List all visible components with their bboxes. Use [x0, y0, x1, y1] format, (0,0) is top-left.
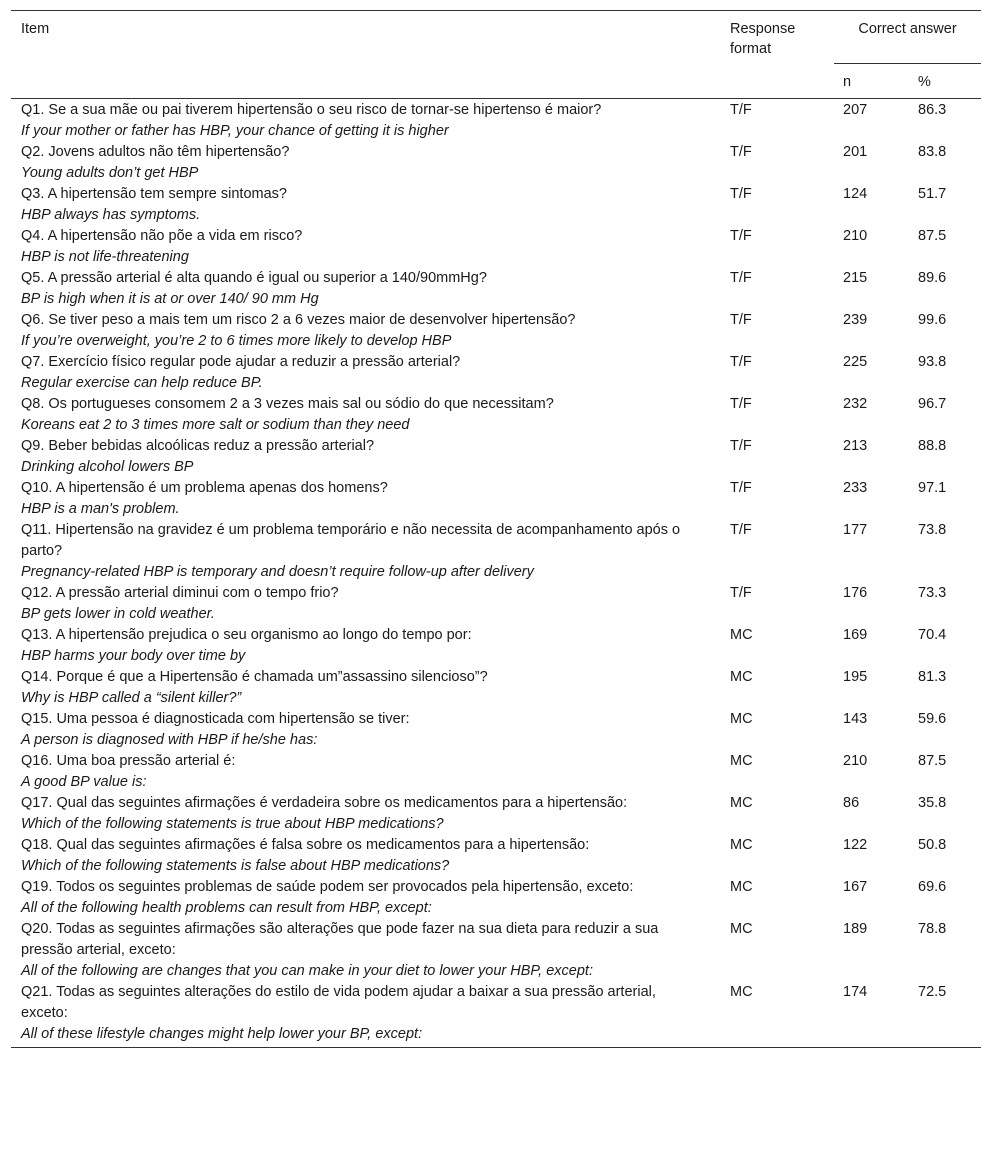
question-cell [11, 919, 721, 982]
correct-percent-cell: 89.6 [918, 270, 947, 286]
table-row [11, 99, 981, 143]
table-row [11, 226, 981, 268]
table-row [11, 919, 981, 982]
question-cell [11, 709, 721, 751]
question-english: Which of the following statements is true about HBP medications? [21, 816, 444, 832]
correct-n-cell: 207 [843, 102, 868, 118]
question-cell [11, 352, 721, 394]
table-row [11, 751, 981, 793]
header-percent: % [907, 64, 981, 99]
table-row [11, 352, 981, 394]
correct-percent-cell: 50.8 [918, 837, 947, 853]
response-format-cell: T/F [730, 480, 752, 496]
table-row [11, 793, 981, 835]
header-row [11, 11, 981, 64]
header-n: n [834, 64, 907, 99]
correct-n-cell: 210 [843, 753, 868, 769]
question-cell [11, 436, 721, 478]
question-portuguese: Q3. A hipertensão tem sempre sintomas? [21, 186, 287, 202]
question-english: Why is HBP called a “silent killer?” [21, 690, 242, 706]
question-cell [11, 751, 721, 793]
questionnaire-table [11, 10, 981, 1048]
question-english: HBP harms your body over time by [21, 648, 246, 664]
correct-n-cell: 213 [843, 438, 868, 454]
question-portuguese: Q5. A pressão arterial é alta quando é igual ou superior a 140/90mmHg? [21, 270, 487, 286]
response-format-cell: T/F [730, 585, 752, 601]
question-portuguese: Q4. A hipertensão não põe a vida em risco? [21, 228, 303, 244]
correct-n-cell: 86 [843, 795, 860, 811]
question-cell [11, 394, 721, 436]
response-format-cell: MC [730, 795, 753, 811]
question-cell [11, 520, 721, 583]
question-portuguese: Q16. Uma boa pressão arterial é: [21, 753, 236, 769]
correct-percent-cell: 72.5 [907, 982, 981, 1048]
response-format-cell: T/F [730, 522, 752, 538]
response-format-cell: T/F [730, 438, 752, 454]
correct-n-cell: 210 [843, 228, 868, 244]
correct-percent-cell: 35.8 [918, 795, 947, 811]
question-cell [11, 583, 721, 625]
correct-percent-cell: 87.5 [918, 228, 947, 244]
table-row [11, 184, 981, 226]
correct-n-cell: 177 [843, 522, 868, 538]
response-format-cell: T/F [730, 186, 752, 202]
question-portuguese: Q10. A hipertensão é um problema apenas dos homens? [21, 480, 388, 496]
table-row [11, 709, 981, 751]
question-cell [11, 667, 721, 709]
question-portuguese: Q15. Uma pessoa é diagnosticada com hipertensão se tiver: [21, 711, 410, 727]
table-row [11, 310, 981, 352]
correct-n-cell: 176 [843, 585, 868, 601]
question-cell [11, 478, 721, 520]
question-english: If your mother or father has HBP, your chance of getting it is higher [21, 123, 449, 139]
response-format-cell: MC [730, 879, 753, 895]
table-row [11, 478, 981, 520]
response-format-cell: T/F [730, 270, 752, 286]
header-item: Item [11, 11, 721, 99]
question-portuguese: Q1. Se a sua mãe ou pai tiverem hipertensão o seu risco de tornar-se hipertenso é maior? [21, 102, 602, 118]
correct-percent-cell: 86.3 [918, 102, 947, 118]
response-format-cell: MC [730, 921, 753, 937]
response-format-cell: MC [730, 627, 753, 643]
question-english: All of the following are changes that you can make in your diet to lower your HBP, except: [21, 963, 593, 979]
response-format-cell: MC [730, 669, 753, 685]
correct-percent-cell: 69.6 [918, 879, 947, 895]
question-cell [11, 184, 721, 226]
question-portuguese: Q21. Todas as seguintes alterações do estilo de vida podem ajudar a baixar a sua pressão arterial, exceto: [21, 984, 656, 1021]
correct-percent-cell: 59.6 [918, 711, 947, 727]
question-portuguese: Q13. A hipertensão prejudica o seu organismo ao longo do tempo por: [21, 627, 472, 643]
correct-n-cell: 143 [843, 711, 868, 727]
correct-percent-cell: 73.8 [918, 522, 947, 538]
question-portuguese: Q17. Qual das seguintes afirmações é verdadeira sobre os medicamentos para a hipertensão: [21, 795, 628, 811]
question-portuguese: Q8. Os portugueses consomem 2 a 3 vezes mais sal ou sódio do que necessitam? [21, 396, 554, 412]
response-format-cell: T/F [730, 312, 752, 328]
table-row [11, 982, 981, 1048]
response-format-cell: T/F [730, 144, 752, 160]
question-english: Young adults don’t get HBP [21, 165, 199, 181]
table-row [11, 268, 981, 310]
correct-percent-cell: 51.7 [918, 186, 947, 202]
question-cell [11, 310, 721, 352]
table-row [11, 436, 981, 478]
response-format-cell: MC [730, 711, 753, 727]
question-portuguese: Q14. Porque é que a Hipertensão é chamada um”assassino silencioso”? [21, 669, 488, 685]
question-english: All of the following health problems can result from HBP, except: [21, 900, 432, 916]
response-format-cell: MC [730, 837, 753, 853]
correct-n-cell: 174 [834, 982, 907, 1048]
response-format-cell: MC [721, 982, 834, 1048]
correct-n-cell: 195 [843, 669, 868, 685]
question-cell [11, 142, 721, 184]
question-english: If you’re overweight, you’re 2 to 6 times more likely to develop HBP [21, 333, 452, 349]
question-portuguese: Q9. Beber bebidas alcoólicas reduz a pressão arterial? [21, 438, 375, 454]
question-english: Regular exercise can help reduce BP. [21, 375, 263, 391]
question-english: BP gets lower in cold weather. [21, 606, 215, 622]
table-row [11, 625, 981, 667]
question-portuguese: Q2. Jovens adultos não têm hipertensão? [21, 144, 290, 160]
question-cell [11, 793, 721, 835]
question-cell [11, 99, 721, 143]
correct-n-cell: 122 [843, 837, 868, 853]
question-english: Koreans eat 2 to 3 times more salt or sodium than they need [21, 417, 410, 433]
question-english: HBP is not life-threatening [21, 249, 189, 265]
correct-percent-cell: 93.8 [918, 354, 947, 370]
response-format-cell: MC [730, 753, 753, 769]
correct-percent-cell: 81.3 [918, 669, 947, 685]
question-english: Which of the following statements is false about HBP medications? [21, 858, 450, 874]
table-row [11, 142, 981, 184]
header-response-format: Response format [721, 11, 834, 99]
correct-percent-cell: 96.7 [918, 396, 947, 412]
correct-n-cell: 232 [843, 396, 868, 412]
question-cell [11, 226, 721, 268]
question-english: HBP always has symptoms. [21, 207, 201, 223]
question-english: A good BP value is: [21, 774, 147, 790]
question-english: A person is diagnosed with HBP if he/she has: [21, 732, 318, 748]
correct-percent-cell: 73.3 [918, 585, 947, 601]
correct-n-cell: 225 [843, 354, 868, 370]
table-body [11, 99, 981, 1048]
correct-n-cell: 239 [843, 312, 868, 328]
correct-n-cell: 167 [843, 879, 868, 895]
question-cell [11, 835, 721, 877]
header-correct-answer: Correct answer [834, 11, 981, 64]
response-format-cell: T/F [730, 102, 752, 118]
question-portuguese: Q20. Todas as seguintes afirmações são alterações que pode fazer na sua dieta para reduzir a sua pressão arterial, exceto: [21, 921, 659, 958]
correct-n-cell: 169 [843, 627, 868, 643]
response-format-cell: T/F [730, 396, 752, 412]
question-portuguese: Q19. Todos os seguintes problemas de saúde podem ser provocados pela hipertensão, exceto: [21, 879, 634, 895]
response-format-cell: T/F [730, 228, 752, 244]
correct-percent-cell: 78.8 [918, 921, 947, 937]
questionnaire-table-container [11, 10, 981, 1048]
correct-percent-cell: 99.6 [918, 312, 947, 328]
correct-n-cell: 233 [843, 480, 868, 496]
table-row [11, 835, 981, 877]
question-english: Pregnancy-related HBP is temporary and doesn’t require follow-up after delivery [21, 564, 534, 580]
table-row [11, 520, 981, 583]
response-format-cell: T/F [730, 354, 752, 370]
question-cell [11, 877, 721, 919]
question-english: BP is high when it is at or over 140/ 90 mm Hg [21, 291, 319, 307]
question-cell [11, 625, 721, 667]
question-english: All of these lifestyle changes might help lower your BP, except: [21, 1026, 423, 1042]
correct-n-cell: 201 [843, 144, 868, 160]
question-portuguese: Q18. Qual das seguintes afirmações é falsa sobre os medicamentos para a hipertensão: [21, 837, 590, 853]
correct-percent-cell: 83.8 [918, 144, 947, 160]
question-portuguese: Q7. Exercício físico regular pode ajudar a reduzir a pressão arterial? [21, 354, 461, 370]
correct-n-cell: 189 [843, 921, 868, 937]
table-row [11, 583, 981, 625]
question-portuguese: Q6. Se tiver peso a mais tem um risco 2 a 6 vezes maior de desenvolver hipertensão? [21, 312, 576, 328]
question-portuguese: Q11. Hipertensão na gravidez é um problema temporário e não necessita de acompanhamento após o parto? [21, 522, 681, 559]
correct-percent-cell: 97.1 [918, 480, 947, 496]
table-row [11, 877, 981, 919]
question-cell [11, 982, 721, 1048]
table-row [11, 394, 981, 436]
question-cell [11, 268, 721, 310]
correct-n-cell: 124 [843, 186, 868, 202]
question-portuguese: Q12. A pressão arterial diminui com o tempo frio? [21, 585, 339, 601]
question-english: Drinking alcohol lowers BP [21, 459, 194, 475]
question-english: HBP is a man's problem. [21, 501, 180, 517]
correct-percent-cell: 87.5 [918, 753, 947, 769]
table-row [11, 667, 981, 709]
correct-percent-cell: 70.4 [918, 627, 947, 643]
correct-n-cell: 215 [843, 270, 868, 286]
correct-percent-cell: 88.8 [918, 438, 947, 454]
